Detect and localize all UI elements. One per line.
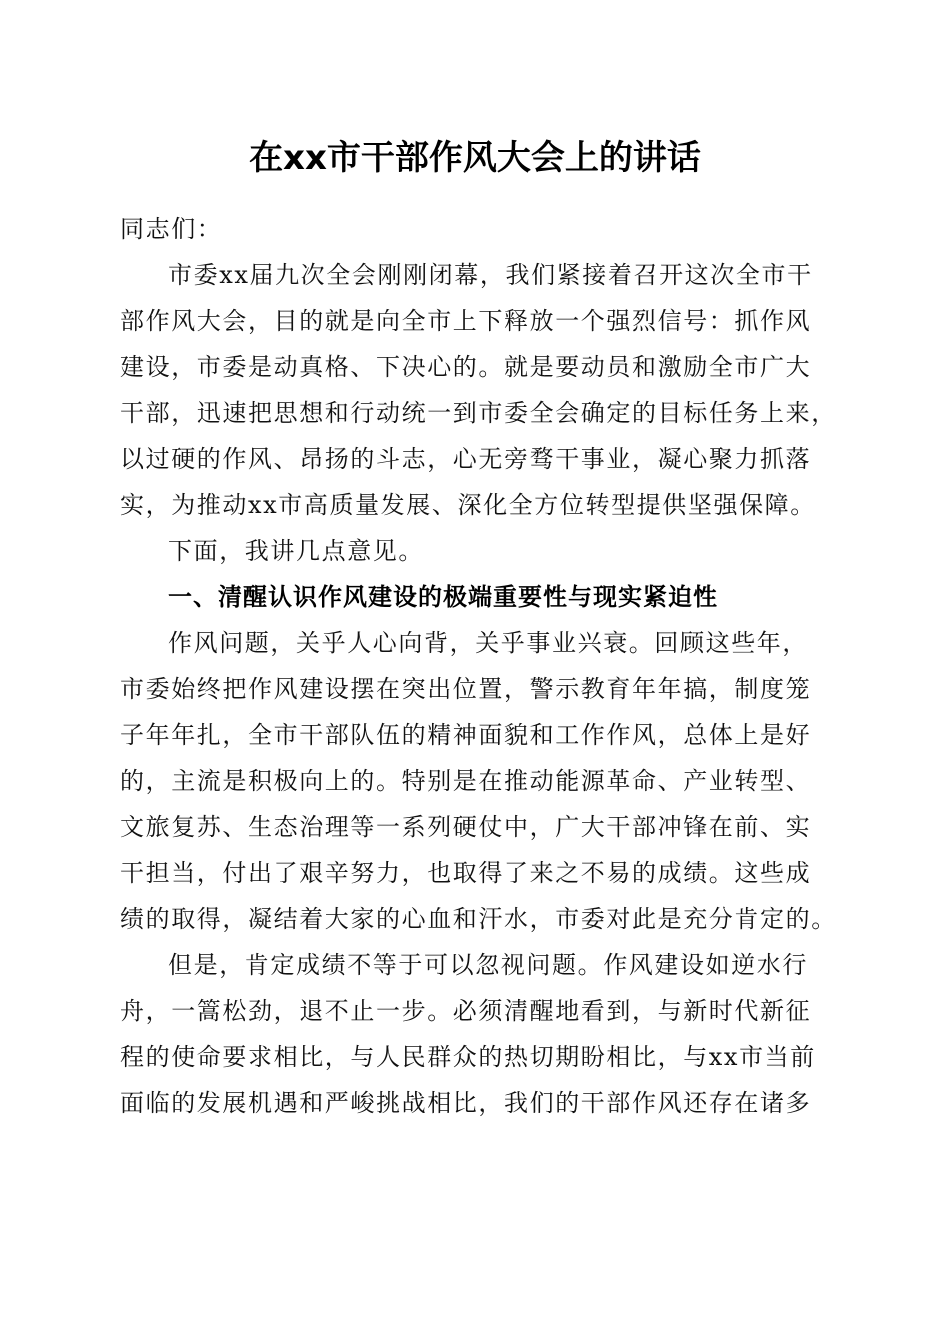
paragraph-line: 下面，我讲几点意见。 (168, 537, 424, 565)
paragraph-line: 程的使命要求相比，与人民群众的热切期盼相比，与xx市当前 (120, 1043, 816, 1071)
salutation: 同志们： (120, 215, 223, 243)
intro-paragraph-1 (120, 252, 840, 528)
paragraph-line: 市委xx届九次全会刚刚闭幕，我们紧接着召开这次全市干 (168, 261, 813, 289)
paragraph-line: 干部，迅速把思想和行动统一到市委全会确定的目标任务上来， (120, 399, 837, 427)
paragraph-line: 但是，肯定成绩不等于可以忽视问题。作风建设如逆水行 (168, 951, 808, 979)
section-paragraph-2 (120, 942, 840, 1126)
paragraph-line: 子年年扎，全市干部队伍的精神面貌和工作作风，总体上是好 (120, 721, 812, 749)
paragraph-line: 干担当，付出了艰辛努力，也取得了来之不易的成绩。这些成 (120, 859, 812, 887)
paragraph-line: 作风问题，关乎人心向背，关乎事业兴衰。回顾这些年， (168, 629, 808, 657)
paragraph-line: 面临的发展机遇和严峻挑战相比，我们的干部作风还存在诸多 (120, 1089, 812, 1117)
paragraph-line: 文旅复苏、生态治理等一系列硬仗中，广大干部冲锋在前、实 (120, 813, 812, 841)
document-body (120, 206, 840, 1126)
paragraph-line: 舟，一篙松劲，退不止一步。必须清醒地看到，与新时代新征 (120, 997, 812, 1025)
intro-paragraph-2 (120, 528, 840, 574)
section-paragraph-1 (120, 620, 840, 942)
paragraph-line: 绩的取得，凝结着大家的心血和汗水，市委对此是充分肯定的。 (120, 905, 837, 933)
paragraph-line: 市委始终把作风建设摆在突出位置，警示教育年年搞，制度笼 (120, 675, 812, 703)
paragraph-line: 的，主流是积极向上的。特别是在推动能源革命、产业转型、 (120, 767, 812, 795)
paragraph-line: 部作风大会，目的就是向全市上下释放一个强烈信号：抓作风 (120, 307, 812, 335)
section-heading: 一、清醒认识作风建设的极端重要性与现实紧迫性 (168, 583, 718, 611)
paragraph-line: 实，为推动xx市高质量发展、深化全方位转型提供坚强保障。 (120, 491, 816, 519)
paragraph-line: 建设，市委是动真格、下决心的。就是要动员和激励全市广大 (120, 353, 812, 381)
paragraph-line: 以过硬的作风、昂扬的斗志，心无旁骛干事业，凝心聚力抓落 (120, 445, 812, 473)
document-title: 在xx市干部作风大会上的讲话 (249, 138, 701, 178)
